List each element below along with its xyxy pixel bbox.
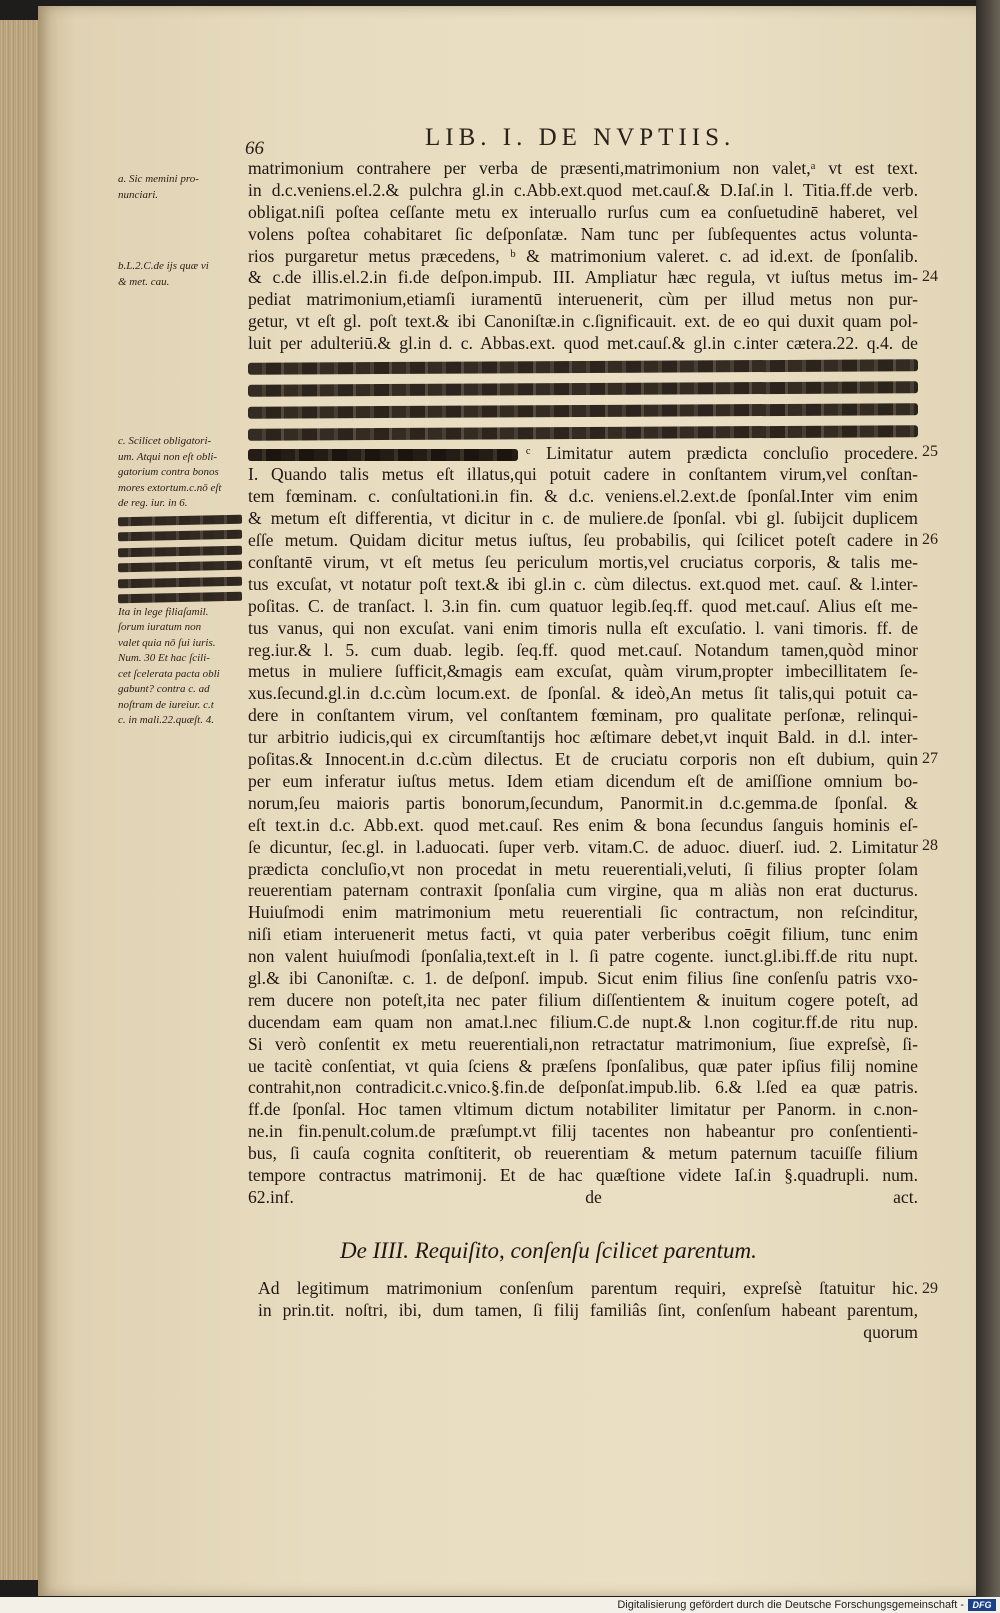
- text-line: & c.de illis.el.2.in fi.de deſpon.impub. III. Ampliatur hæc regula, vt iuſtus metus im-: [248, 267, 918, 288]
- limitation-line: [248, 443, 918, 465]
- text-line: obligat.niſi poſtea ceſſante metu ex interuallo rurſus cum ea conſuetudinē haberet, vel: [248, 201, 918, 222]
- footer-bar: [0, 1597, 1000, 1613]
- text-line: ue tacitè conſentiat, vt quia ſciens & præſens ſponſalibus, quæ pater ipſius filij nomine: [248, 1055, 918, 1076]
- text-line: xus.ſecund.gl.in d.c.cùm locum.ext. de ſponſal. & ideò,An metus ſit talis,qui potuit ca-: [248, 683, 918, 704]
- text-line: poſitas.& Innocent.in d.c.cùm dilectus. Et de cruciatu corporis non eſt dubium, quin: [248, 749, 918, 770]
- margin-note-struck-line: [118, 574, 246, 590]
- text-line: gl.& ibi Canoniſtæ. c. 1. de deſponſ. impub. Sicut enim filius ſine conſenſu patris vxo-: [248, 967, 918, 988]
- margin-note-c: [118, 434, 246, 729]
- limitation-phrase: ᶜ Limitatur autem prædicta concluſio procedere.: [526, 442, 918, 463]
- text-line: rem ducere non poteſt,ita nec pater filium diſſentientem & inuitum cogere poteſt, ad: [248, 989, 918, 1010]
- margin-note-struck-line: [118, 512, 246, 528]
- text-line: Huiuſmodi enim matrimonium metu reuerentiali ſic contractum, non reſcinditur,: [248, 902, 918, 923]
- text-line: dere in conſtantem virum, vel conſtantem fœminam, pro qualitate perſonæ, relinqui-: [248, 705, 918, 726]
- margin-note-line: noſtram de iureiur. c.t: [118, 698, 214, 711]
- running-head: LIB. I. DE NVPTIIS.: [425, 124, 736, 151]
- scan-border: [976, 0, 1000, 1613]
- margin-note-line: & met. cau.: [118, 275, 170, 288]
- margin-note-line: a. Sic memini pro-: [118, 173, 199, 185]
- margin-note-line: cet ſcelerata pacta obli: [118, 667, 220, 680]
- text-line: Si verò conſentit ex metu reuerentiali,non retractatur matrimonium, ſiue expreſsè, ſi-: [248, 1033, 918, 1054]
- text-line: getur, vt eſt gl. poſt text.& ibi Canoniſtæ.in c.ſignificauit. ext. de eo qui duxit quam pol-: [248, 311, 918, 332]
- struck-through-line: [248, 355, 918, 377]
- page-edge-stack: [0, 20, 41, 1580]
- line-marker: 25: [922, 443, 938, 460]
- text-line: & metum eſt differentia, vt dicitur in c. de muliere.de ſponſal. vbi gl. ſubijcit duplicem: [248, 508, 918, 529]
- section-text-block: [258, 1278, 918, 1344]
- text-line: in prin.tit. noſtri, ibi, dum tamen, ſi filij familiâs ſint, conſenſum habeant parentum,: [258, 1299, 918, 1320]
- text-line: poſitas. C. de tranſact. l. 3.in fin. cum quatuor legib.ſeq.ff. quod met.cauſ. Alius eſt me-: [248, 595, 918, 616]
- struck-through-line: [248, 399, 918, 421]
- margin-note-a: [118, 172, 246, 203]
- text-line: norum,ſeu maioris partis bonorum,ſecundum, Panormit.in d.c.gemma.de ſponſal. &: [248, 792, 918, 813]
- text-line: metus in muliere ſufficit,&magis eam excuſat, quàm virum,propter imbecillitatem ſe-: [248, 661, 918, 682]
- margin-note-line: b.L.2.C.de ijs quæ vi: [118, 260, 209, 272]
- line-marker: 26: [922, 531, 938, 548]
- text-line: 62.inf. de act.: [248, 1186, 918, 1207]
- line-marker: 29: [922, 1280, 938, 1297]
- margin-note-line: gabunt? contra c. ad: [118, 683, 210, 695]
- section-heading: De IIII. Requiſito, conſenſu ſcilicet parentum.: [340, 1238, 757, 1263]
- text-line: eſſe metum. Quidam dicitur metus iuſtus, ſeu probabilis, qui ſcilicet poteſt cadere in: [248, 530, 918, 551]
- margin-note-struck-line: [118, 589, 246, 605]
- text-line: non valent huiuſmodi ſponſalia,text.eſt in l. ſi patre cogente. iunct.gl.ibi.ff.de ritu nupt.: [248, 946, 918, 967]
- text-line: matrimonium contrahere per verba de præsenti,matrimonium non valet,ᵃ vt est text.: [248, 158, 918, 178]
- catchword: quorum: [863, 1321, 918, 1342]
- text-line: I. Quando talis metus eſt illatus,qui potuit cadere in conſtantem virum,vel conſtan-: [248, 464, 918, 485]
- text-line: Ad legitimum matrimonium conſenſum parentum requiri, expreſsè ſtatuitur hic.: [258, 1278, 918, 1298]
- margin-note-line: valet quia nō ſui iuris.: [118, 636, 216, 649]
- margin-note-struck-line: [118, 558, 246, 574]
- text-line: in d.c.veniens.el.2.& pulchra gl.in c.Abb.ext.quod met.cauſ.& D.Iaſ.in l. Titia.ff.de verb.: [248, 179, 918, 200]
- text-line: eſt text.in d.c. Abb.ext. quod met.cauſ. Res enim & bona ſecundus ſanguis hominis eſ-: [248, 814, 918, 835]
- text-line: pediat matrimonium,etiamſi iuramentū interuenerit, cùm per illud metus non pur-: [248, 289, 918, 310]
- struck-through-fragment: [248, 449, 518, 461]
- text-line: bus, ſi cauſa cognita conſtiterit, ob reuerentiam & metum paternum tacuiſſe filium: [248, 1143, 918, 1164]
- text-line: tempore contractus matrimonij. Et de hac quæſtione videte Iaſ.in §.quadrupli. num.: [248, 1164, 918, 1185]
- margin-note-line: Num. 30 Et hac ſcili-: [118, 652, 210, 664]
- text-line: ne.in fin.penult.colum.de præſumpt.vt filij tacentes non habeantur pro conſentienti-: [248, 1121, 918, 1142]
- struck-through-line: [248, 421, 918, 443]
- text-line: ff.de ſponſal. Hoc tamen vltimum dictum notabiliter limitatur per Panorm. in c.non-: [248, 1099, 918, 1120]
- margin-note-b: [118, 259, 246, 290]
- text-line: reg.iur.& l. 5. cum duab. legib. ſeq.ff. quod met.cauſ. Notandum tamen,quòd minor: [248, 639, 918, 660]
- text-line: ducendam eam quam non amat.l.nec filium.C.de nupt.& l.non cogitur.ff.de ritu nup.: [248, 1011, 918, 1032]
- text-line: conſtantē virum, vt eſt metus ſeu periculum mortis,vel cruciatus corporis, & talis me-: [248, 552, 918, 573]
- margin-note-line: nunciari.: [118, 188, 159, 201]
- main-text-block: [248, 158, 918, 1231]
- margin-note-line: de reg. iur. in 6.: [118, 497, 188, 509]
- text-line: [248, 1209, 918, 1231]
- text-line: luit per adulteriū.& gl.in d. c. Abbas.ext. quod met.cauſ.& gl.in c.inter cætera.22. q.4. de: [248, 333, 918, 354]
- text-line: volens poſtea cohabitaret ſic deſponſatæ. Nam tunc per ſubſequentes actus volunta-: [248, 223, 918, 244]
- margin-note-line: Ita in lege filiaſamil.: [118, 605, 209, 618]
- dfg-logo-icon: DFG: [968, 1599, 996, 1611]
- line-marker: 28: [922, 837, 938, 854]
- margin-note-struck-line: [118, 543, 246, 559]
- margin-note-line: gatorium contra bonos: [118, 466, 219, 478]
- text-line: per eum inferatur iuſtus metus. Idem etiam dicendum eſt de amiſſione omnium bo-: [248, 770, 918, 791]
- text-line: tem fœminam. c. conſultationi.in fin. & d.c. veniens.el.2.ext.de ſponſal.Inter vim enim: [248, 486, 918, 507]
- text-line: niſi etiam interuenerit metus facti, vt quia pater verberibus coēgit filium, tunc enim: [248, 924, 918, 945]
- margin-note-struck-line: [118, 527, 246, 543]
- line-marker: 27: [922, 750, 938, 767]
- page-number: 66: [245, 138, 264, 159]
- text-line: tur arbitrio iudicis,qui ex circumſtantijs hoc æſtimare debet,vt inquit Bald. in d.l. inter-: [248, 727, 918, 748]
- text-line: contrahit,non contradicit.c.vnico.§.fin.de deſponſat.impub.lib. 6.& l.ſed ea quæ patris.: [248, 1077, 918, 1098]
- struck-through-line: [248, 377, 918, 399]
- text-line: reuerentiam paternam contraxit ſponſalia cum virgine, qua m aliàs non erat ducturus.: [248, 880, 918, 901]
- text-line: ſe dicuntur, ſec.gl. in l.aduocati. ſuper verb. vitam.C. de aduoc. diuerſ. iud. 2. Limitatur: [248, 836, 918, 857]
- line-marker: 24: [922, 268, 938, 285]
- margin-note-line: um. Atqui non eſt obli-: [118, 450, 218, 463]
- margin-note-line: c. Scilicet obligatori-: [118, 435, 212, 447]
- text-line: rios purgaretur metus præcedens, ᵇ & matrimonium valeret. c. ad id.ext. de ſponſalib.: [248, 245, 918, 266]
- margin-note-line: mores extortum.c.nō eſt: [118, 481, 222, 494]
- margin-note-line: ſorum iuratum non: [118, 621, 202, 633]
- text-line: prædicta concluſio,vt non procedat in metu reuerentiali,veluti, ſi filius propter ſolam: [248, 858, 918, 879]
- text-line: tus excuſat, vt notatur poſt text.& ibi gl.in c. cùm dilectus. ext.quod met. cauſ. & l.inter-: [248, 573, 918, 594]
- footer-credit: Digitalisierung gefördert durch die Deutsche Forschungsgemeinschaft -: [617, 1599, 964, 1611]
- text-line: tus vanus, qui non excuſat. vani enim timoris nulla eſt excuſatio. l. vani timoris. ff. de: [248, 617, 918, 638]
- margin-note-line: c. in mali.22.quæſt. 4.: [118, 714, 214, 726]
